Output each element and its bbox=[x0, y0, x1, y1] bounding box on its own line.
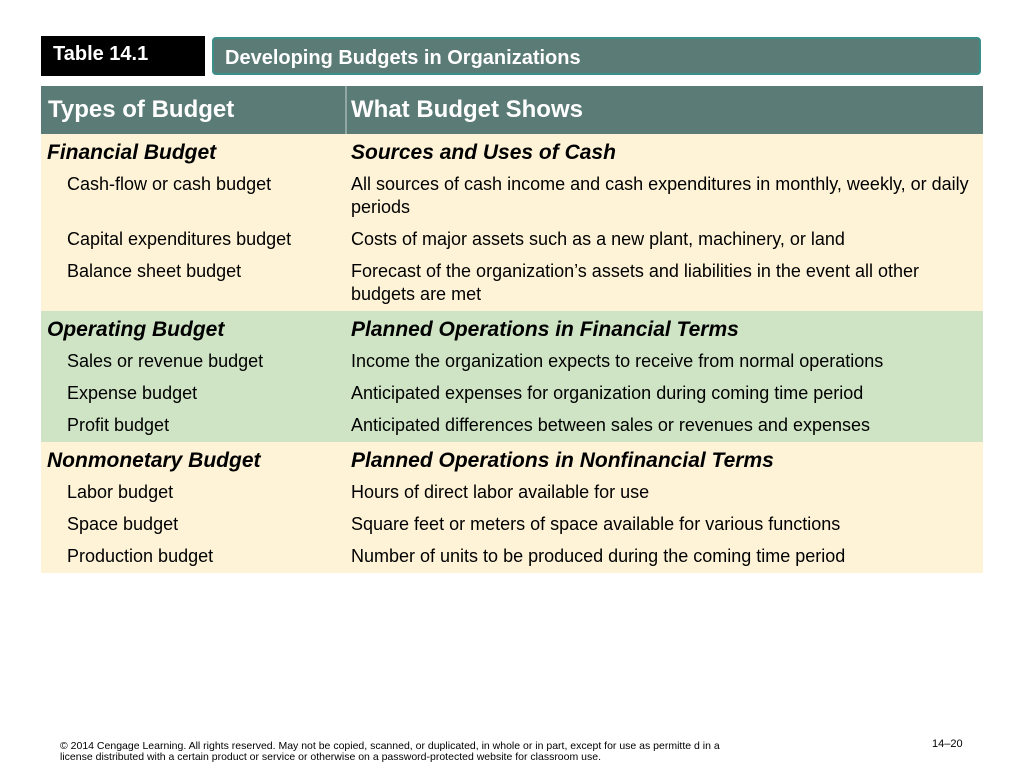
table-row bbox=[41, 378, 983, 410]
table-row bbox=[41, 256, 983, 311]
budget-description: Number of units to be produced during the coming time period bbox=[351, 546, 846, 566]
category-description: Sources and Uses of Cash bbox=[351, 141, 616, 164]
section-nonmonetary bbox=[41, 442, 983, 573]
budget-description: Anticipated differences between sales or revenues and expenses bbox=[351, 415, 871, 435]
category-description: Planned Operations in Nonfinancial Terms bbox=[351, 449, 774, 472]
category-description: Planned Operations in Financial Terms bbox=[351, 318, 739, 341]
budget-description: Hours of direct labor available for use bbox=[351, 482, 650, 502]
category-name: Operating Budget bbox=[47, 318, 225, 341]
table-row bbox=[41, 477, 983, 509]
budget-description: All sources of cash income and cash expenditures in monthly, weekly, or daily periods bbox=[351, 174, 969, 217]
section-operating bbox=[41, 311, 983, 442]
table-title: Developing Budgets in Organizations bbox=[212, 37, 981, 75]
budget-description: Square feet or meters of space available for various functions bbox=[351, 514, 841, 534]
section-financial bbox=[41, 134, 983, 311]
category-row bbox=[41, 442, 983, 477]
budget-type: Labor budget bbox=[67, 482, 174, 502]
budget-description: Anticipated expenses for organization during coming time period bbox=[351, 383, 864, 403]
budget-table bbox=[41, 86, 983, 573]
table-label: Table 14.1 bbox=[41, 36, 205, 76]
page-number: 14–20 bbox=[932, 738, 963, 750]
table-row bbox=[41, 541, 983, 573]
table-row bbox=[41, 509, 983, 541]
category-name: Financial Budget bbox=[47, 141, 217, 164]
table-row bbox=[41, 169, 983, 224]
category-name: Nonmonetary Budget bbox=[47, 449, 261, 472]
budget-type: Space budget bbox=[67, 514, 179, 534]
table-header-row bbox=[41, 86, 983, 134]
budget-type: Expense budget bbox=[67, 383, 198, 403]
budget-type: Sales or revenue budget bbox=[67, 351, 264, 371]
budget-type: Production budget bbox=[67, 546, 214, 566]
table-row bbox=[41, 410, 983, 442]
table-row bbox=[41, 346, 983, 378]
column-header-types: Types of Budget bbox=[41, 86, 347, 134]
budget-type: Capital expenditures budget bbox=[67, 229, 292, 249]
budget-type: Cash-flow or cash budget bbox=[67, 174, 272, 194]
category-row bbox=[41, 311, 983, 346]
category-row bbox=[41, 134, 983, 169]
budget-description: Costs of major assets such as a new plant, machinery, or land bbox=[351, 229, 845, 249]
copyright-notice: © 2014 Cengage Learning. All rights reserved. May not be copied, scanned, or duplicated, in whole or in part, except for use as permitte d in a license distributed with a certain product or service or otherwise on a password-protected website for classroom use. bbox=[60, 740, 720, 763]
table-row bbox=[41, 224, 983, 256]
budget-description: Income the organization expects to receive from normal operations bbox=[351, 351, 884, 371]
column-header-shows: What Budget Shows bbox=[351, 96, 583, 123]
budget-description: Forecast of the organization’s assets and liabilities in the event all other budgets are met bbox=[351, 261, 919, 304]
budget-type: Balance sheet budget bbox=[67, 261, 242, 281]
budget-type: Profit budget bbox=[67, 415, 170, 435]
